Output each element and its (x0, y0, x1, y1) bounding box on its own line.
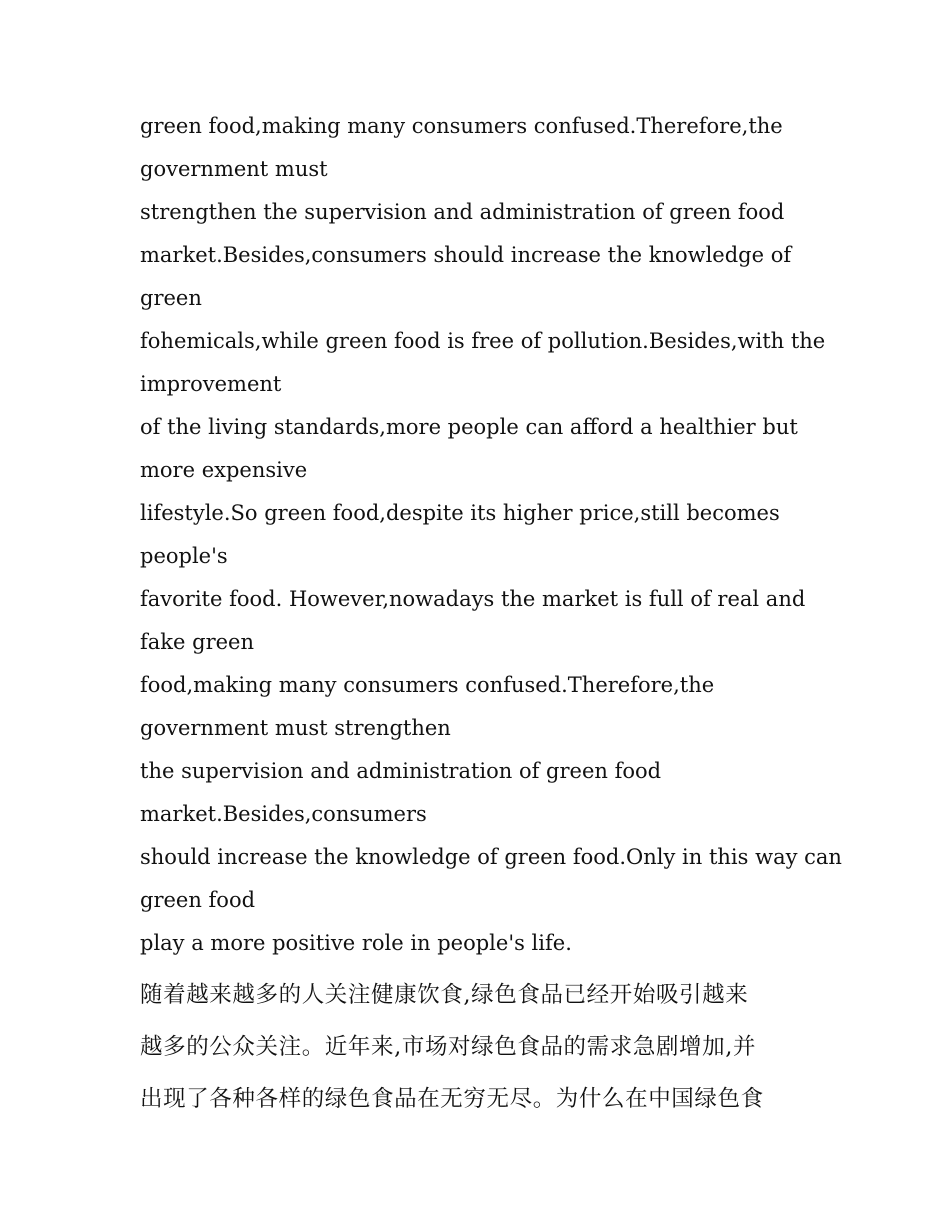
chinese-text-line: 越多的公众关注。近年来,市场对绿色食品的需求急剧增加,并 (140, 1034, 757, 1060)
text-line: people's (140, 544, 228, 568)
text-line: should increase the knowledge of green food.Only in this way can (140, 845, 842, 869)
text-line: government must strengthen (140, 716, 451, 740)
chinese-text-line: 随着越来越多的人关注健康饮食,绿色食品已经开始吸引越来 (140, 982, 749, 1008)
text-line: more expensive (140, 458, 308, 482)
text-line: lifestyle.So green food,despite its higher price,still becomes (140, 501, 780, 525)
document-body (140, 105, 842, 1125)
text-line: of the living standards,more people can afford a healthier but (140, 415, 798, 439)
text-line: market.Besides,consumers (140, 802, 427, 826)
chinese-text-line: 出现了各种各样的绿色食品在无穷无尽。为什么在中国绿色食 (140, 1086, 764, 1112)
text-line: green (140, 286, 202, 310)
text-line: green food,making many consumers confused.Therefore,the (140, 114, 783, 138)
text-line: green food (140, 888, 256, 912)
text-line: fake green (140, 630, 254, 654)
text-line: the supervision and administration of green food (140, 759, 662, 783)
text-line: market.Besides,consumers should increase the knowledge of (140, 243, 792, 267)
text-line: play a more positive role in people's life. (140, 931, 572, 955)
text-line: favorite food. However,nowadays the market is full of real and (140, 587, 806, 611)
text-line: food,making many consumers confused.Therefore,the (140, 673, 715, 697)
text-line: improvement (140, 372, 282, 396)
text-line: strengthen the supervision and administration of green food (140, 200, 785, 224)
text-line: fohemicals,while green food is free of pollution.Besides,with the (140, 329, 826, 353)
text-line: government must (140, 157, 328, 181)
